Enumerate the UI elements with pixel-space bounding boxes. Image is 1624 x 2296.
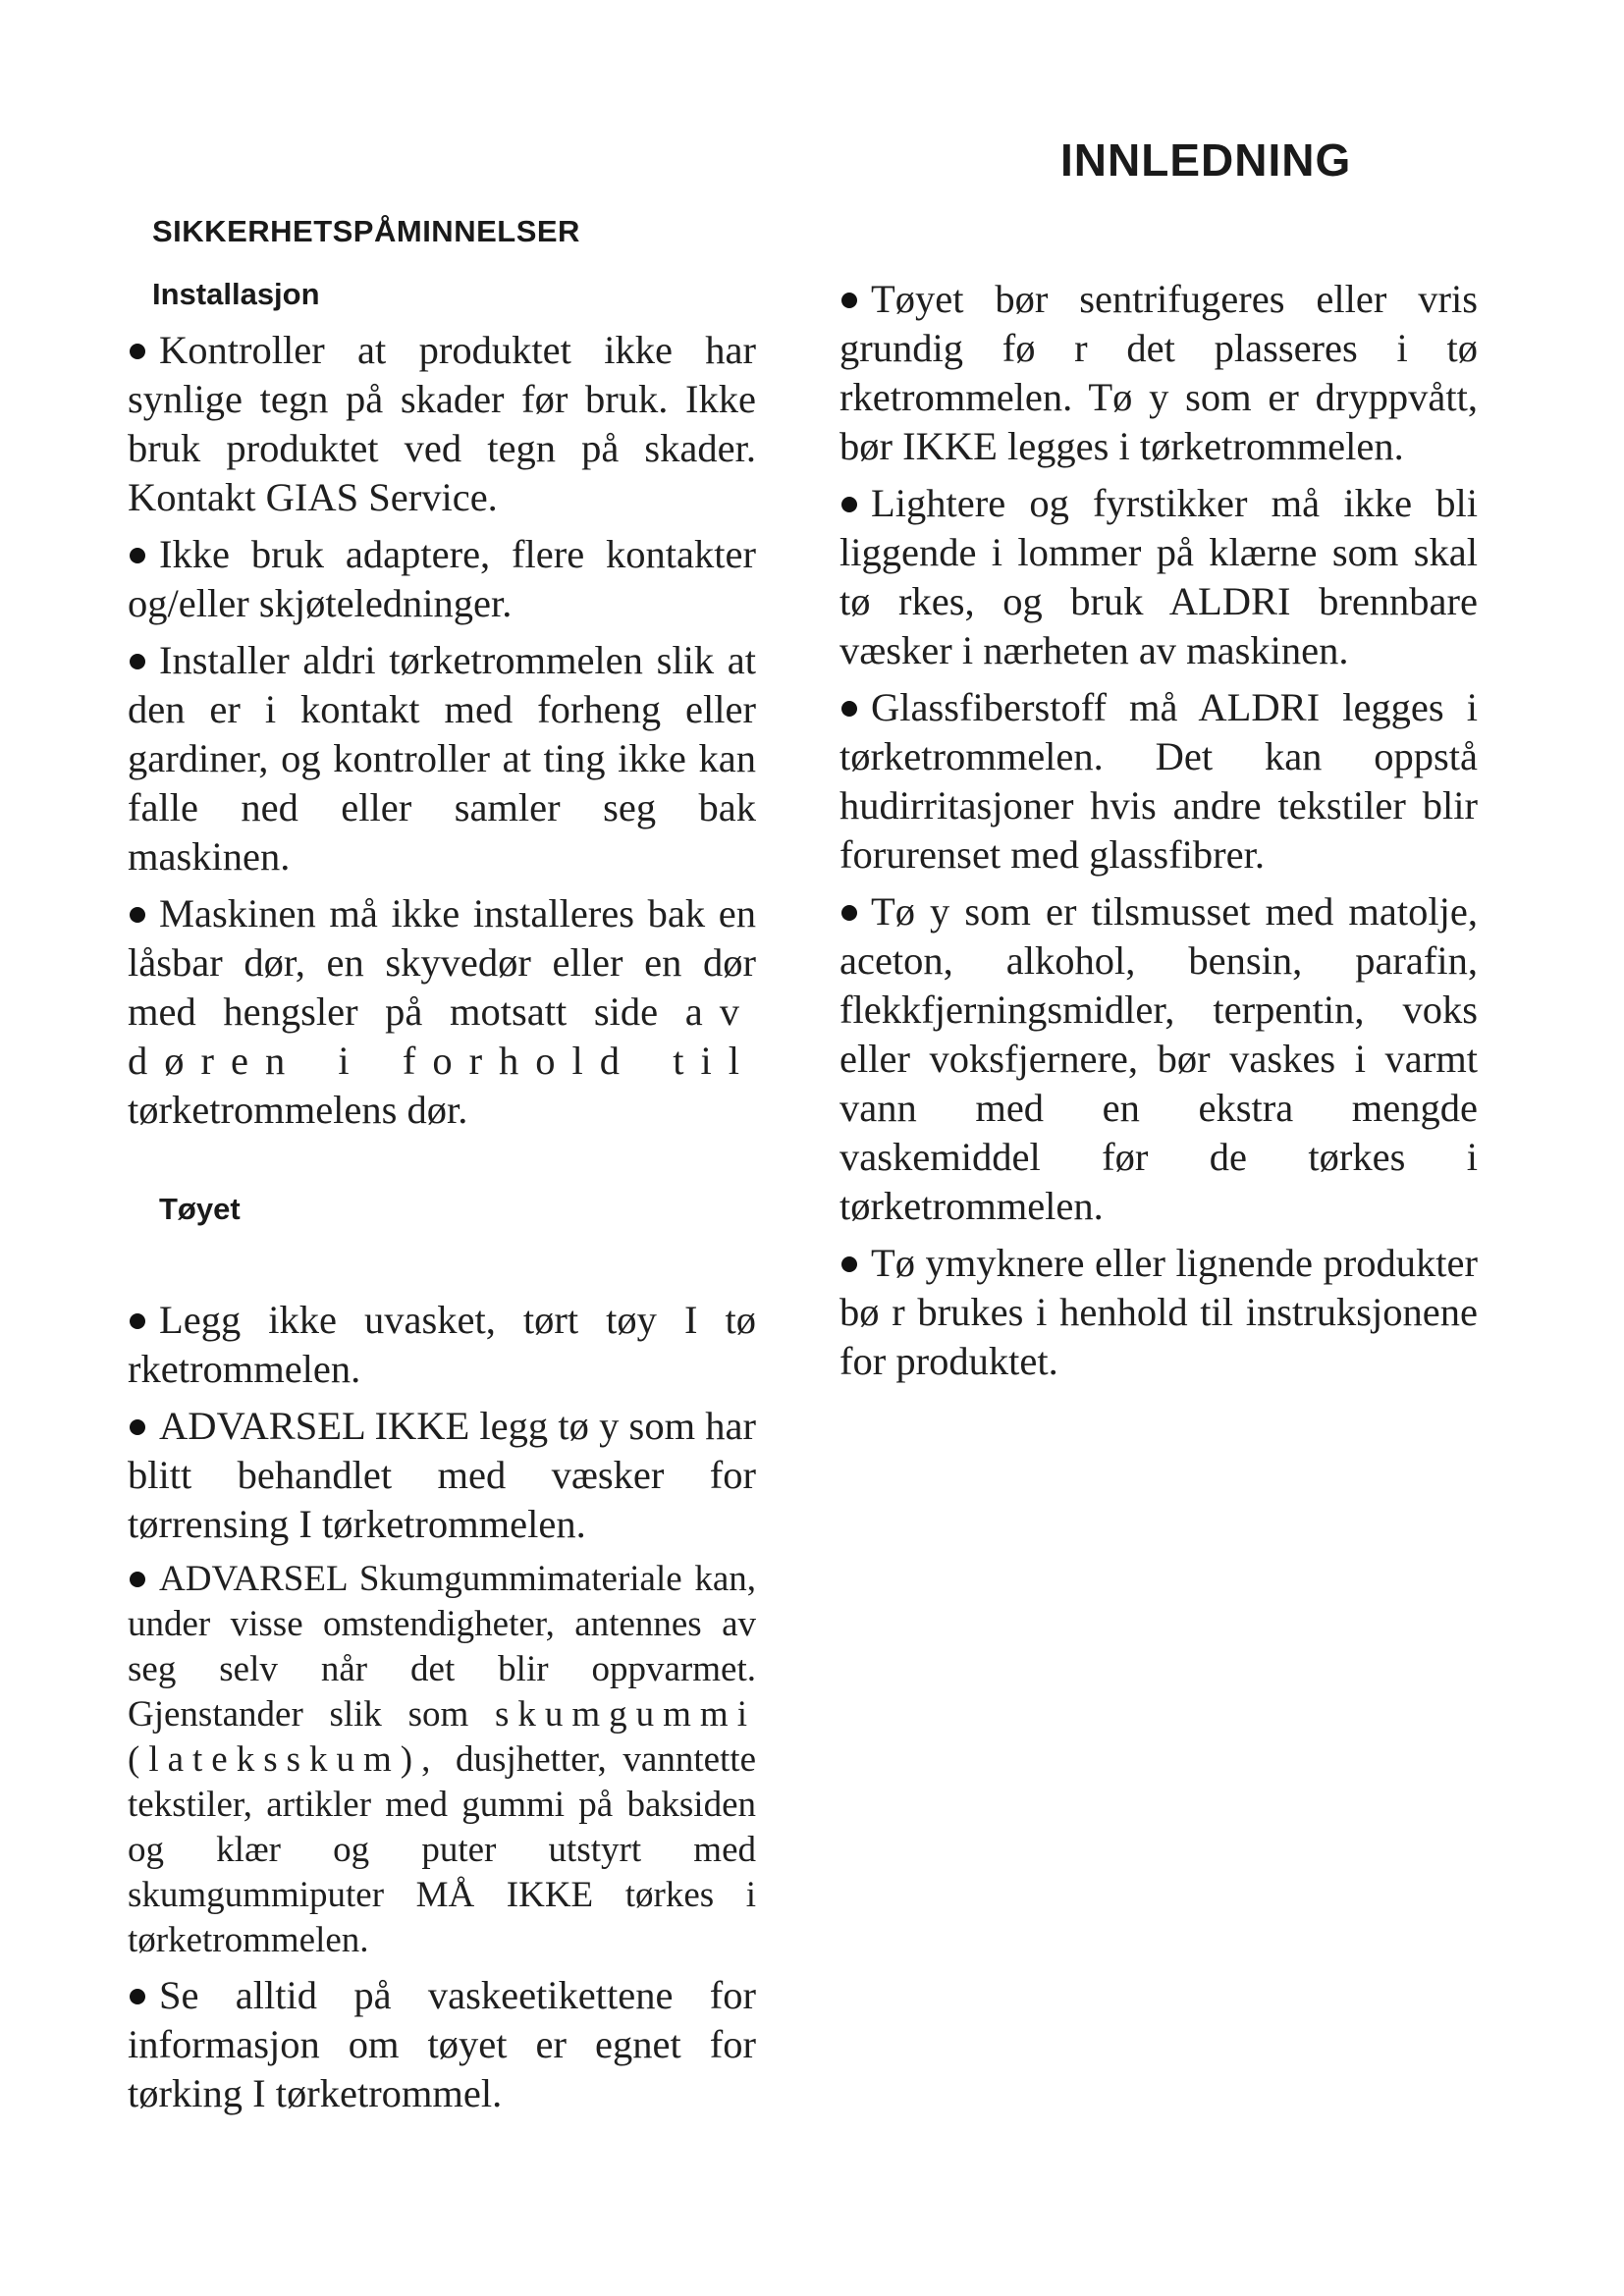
laundry-heading: Tøyet <box>159 1192 241 1226</box>
list-item: Legg ikke uvasket, tørt tøy I tø rketrommelen. <box>128 1298 756 1391</box>
list-item: Glassfiberstoff må ALDRI legges i tørketrommelen. Det kan oppstå hudirritasjoner hvis andre tekstiler blir forurenset med glassfibrer. <box>839 685 1478 877</box>
bullet-icon <box>130 1572 145 1587</box>
laundry-list <box>128 1296 756 2126</box>
right-column-list <box>839 275 1478 1394</box>
list-item: Ikke bruk adaptere, flere kontakter og/eller skjøteledninger. <box>128 532 756 625</box>
list-item: Installer aldri tørketrommelen slik at den er i kontakt med forheng eller gardiner, og kontroller at ting ikke kan falle ned eller samler seg bak maskinen. <box>128 638 756 879</box>
list-item: ADVARSEL IKKE legg tø y som har blitt behandlet med væsker for tørrensing I tørketrommelen. <box>128 1404 756 1546</box>
list-item: Se alltid på vaskeetikettene for informasjon om tøyet er egnet for tørking I tørketrommel. <box>128 1973 756 2115</box>
section-title: SIKKERHETSPÅMINNELSER <box>152 214 580 248</box>
bullet-icon <box>841 1256 857 1272</box>
bullet-icon <box>130 1989 145 2004</box>
list-item: Tø ymyknere eller lignende produkter bø r brukes i henhold til instruksjonene for produktet. <box>839 1241 1478 1383</box>
bullet-icon <box>841 905 857 921</box>
bullet-icon <box>841 701 857 717</box>
bullet-icon <box>130 344 145 359</box>
bullet-icon <box>841 293 857 308</box>
installation-list <box>128 326 756 1143</box>
page-title: INNLEDNING <box>1060 134 1352 186</box>
list-item: Maskinen må ikke installeres bak en låsbar dør, en skyvedør eller en dør med hengsler på motsatt side av døren i forhold til tørketrommelens dør. <box>128 891 756 1132</box>
installation-heading: Installasjon <box>152 277 320 311</box>
bullet-icon <box>130 1419 145 1435</box>
list-item: Tøyet bør sentrifugeres eller vris grundig fø r det plasseres i tø rketrommelen. Tø y som er dryppvått, bør IKKE legges i tørketrommelen. <box>839 277 1478 468</box>
bullet-icon <box>130 654 145 669</box>
bullet-icon <box>841 497 857 512</box>
list-item: Lightere og fyrstikker må ikke bli liggende i lommer på klærne som skal tø rkes, og bruk ALDRI brennbare væsker i nærheten av maskinen. <box>839 481 1478 672</box>
bullet-icon <box>130 548 145 563</box>
list-item: Tø y som er tilsmusset med matolje, aceton, alkohol, bensin, parafin, flekkfjerningsmidler, terpentin, voks eller voksfjernere, bør vaskes i varmt vann med en ekstra mengde vaskemiddel før de tørkes i tørketrommelen. <box>839 889 1478 1228</box>
list-item: ADVARSEL Skumgummimateriale kan, under visse omstendigheter, antennes av seg selv når det blir oppvarmet. Gjenstander slik som skumgummi (lateksskum), dusjhetter, vanntette tekstiler, artikler med gummi på baksiden og klær og puter utstyrt med skumgummiputer MÅ IKKE tørkes i tørketrommelen. <box>128 1559 756 1960</box>
bullet-icon <box>130 1313 145 1329</box>
bullet-icon <box>130 907 145 923</box>
list-item: Kontroller at produktet ikke har synlige tegn på skader før bruk. Ikke bruk produktet ved tegn på skader. Kontakt GIAS Service. <box>128 328 756 519</box>
